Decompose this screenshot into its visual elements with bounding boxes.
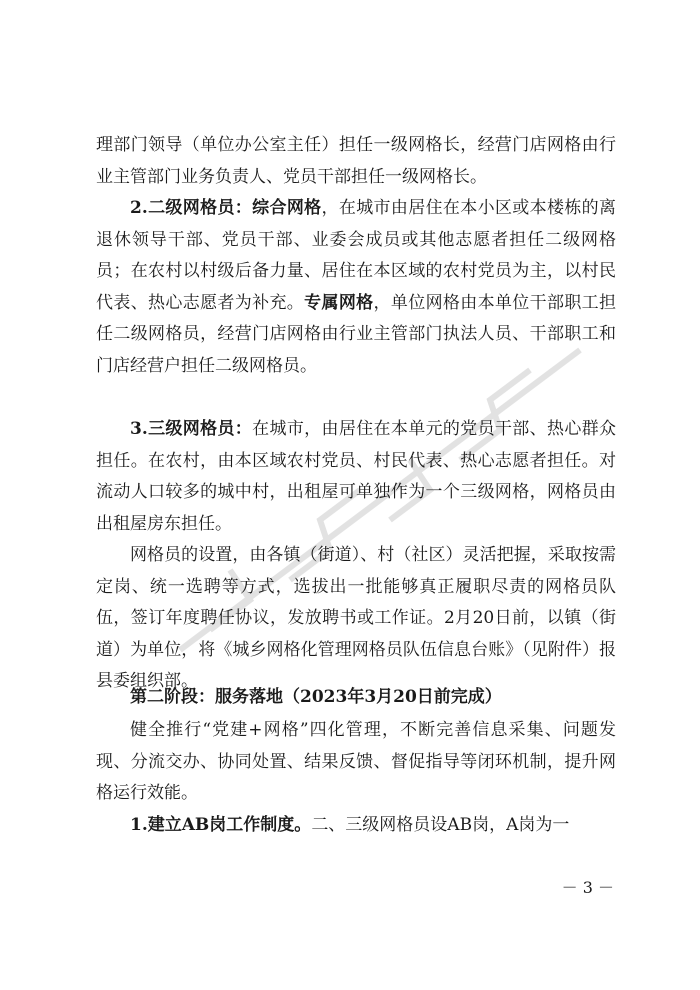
para3-text: 在城市，由居住在本单元的党员干部、热心群众担任。在农村，由本区域农村党员、村民代表、热心志愿者担任。对流动人口较多的城中村，出租屋可单独作为一个三级网格，网格员由出租屋房东担任。 (96, 419, 617, 534)
para2-text2: ，单位网格由本单位干部职工担任二级网格员，经营门店网格由行业主管部门执法人员、干部职工和门店经营户担任二级网格员。 (96, 292, 617, 376)
paragraph-4: 网格员的设置，由各镇（街道）、村（社区）灵活把握，采取按需定岗、统一选聘等方式，选拔出一批能够真正履职尽责的网格员队伍，签订年度聘任协议，发放聘书或工作证。2月20日前，以镇（街道）为单位，将《城乡网格化管理网格员队伍信息台账》（见附件）报县委组织部。 (96, 545, 616, 691)
para6-lead: 1.建立AB岗工作制度。 (130, 815, 312, 835)
paragraph-3 (96, 414, 616, 540)
para3-lead: 3.三级网格员： (130, 419, 253, 439)
para2-lead: 2.二级网格员： (130, 198, 253, 218)
paragraph-2 (96, 193, 616, 382)
para2-text1: ，在城市由居住在本小区或本楼栋的离退休领导干部、党员干部、业委会成员或其他志愿者担任二级网格员；在农村以村级后备力量、居住在本区域的农村党员为主，以村民代表、热心志愿者为补充。 (96, 198, 617, 313)
para2-bold1: 综合网格 (252, 198, 322, 218)
para2-bold2: 专属网格 (304, 292, 374, 313)
paragraph-1: 理部门领导（单位办公室主任）担任一级网格长，经营门店网格由行业主管部门业务负责人、党员干部担任一级网格长。 (96, 135, 616, 187)
stage-heading: 第二阶段：服务落地（2023年3月20日前完成） (130, 687, 502, 707)
para6-text: 二、三级网格员设AB岗，A岗为一 (311, 815, 570, 835)
paragraph-6 (96, 810, 616, 842)
paragraph-5: 健全推行“党建+网格”四化管理，不断完善信息采集、问题发现、分流交办、协同处置、结果反馈、督促指导等闭环机制，提升网格运行效能。 (96, 720, 616, 803)
page-number: － 3 － (561, 878, 614, 897)
